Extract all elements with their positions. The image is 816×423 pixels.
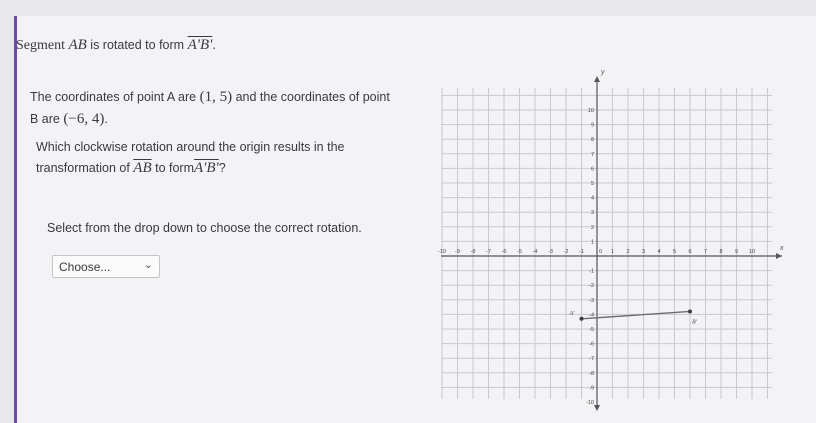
x-tick-label: 3 — [641, 249, 646, 255]
instruction-text: Select from the drop down to choose the correct rotation. — [47, 221, 362, 235]
y-axis-arrow-down-icon — [594, 405, 600, 411]
chevron-down-icon: ⌄ — [143, 259, 153, 271]
y-tick-label: -3 — [589, 297, 594, 304]
y-tick-label: -5 — [589, 327, 594, 333]
title-mid: is rotated to form — [90, 38, 185, 52]
x-tick-label: 7 — [703, 249, 708, 255]
x-tick-label: -1 — [579, 249, 584, 255]
x-tick-label: 1 — [610, 249, 615, 255]
y-tick-label: 4 — [590, 195, 594, 202]
point-b-prime-label: B' — [692, 319, 697, 326]
title-prefix: Segment — [16, 38, 65, 53]
y-tick-label: 3 — [590, 210, 594, 217]
y-tick-label: -4 — [589, 312, 594, 319]
prompt-line-1: Which clockwise rotation around the origin results in the — [36, 140, 345, 154]
y-tick-label: -6 — [589, 341, 594, 348]
x-tick-label: -2 — [563, 249, 569, 255]
x-tick-label: -6 — [501, 249, 507, 255]
y-tick-label: 2 — [590, 224, 594, 231]
coords-a-value: (1, 5) — [199, 89, 233, 105]
y-tick-label: -1 — [589, 268, 594, 275]
y-axis-arrow-icon — [594, 76, 600, 82]
x-axis-label: x — [780, 245, 784, 252]
y-tick-label: -7 — [589, 356, 594, 363]
point-b-prime — [688, 309, 692, 313]
dropdown-selected-label: Choose... — [59, 260, 111, 274]
y-tick-label: 5 — [590, 181, 594, 187]
x-tick-label: -8 — [470, 249, 476, 255]
y-tick-label: 8 — [590, 137, 594, 144]
x-tick-label: 5 — [672, 249, 677, 255]
prompt-mid: to form — [155, 161, 194, 175]
x-tick-label: 4 — [657, 249, 661, 255]
origin-label: 0 — [599, 249, 603, 255]
y-tick-label: 9 — [590, 122, 594, 129]
x-tick-label: 8 — [719, 249, 723, 255]
y-tick-label: -10 — [586, 400, 594, 406]
coords-a-text: The coordinates of point A are — [30, 90, 197, 104]
x-tick-label: -9 — [455, 249, 460, 255]
x-tick-label: 10 — [748, 249, 756, 255]
prompt-segment-ab: $\overline{AB}$ — [133, 160, 152, 176]
point-a-prime — [580, 317, 584, 321]
prompt-start: transformation of — [36, 161, 130, 175]
x-tick-label: -3 — [548, 249, 553, 255]
x-tick-label: -10 — [438, 249, 446, 255]
prompt-segment-a-prime-b-prime: A'B' — [194, 160, 219, 176]
coords-b-mid: and the coordinates of point — [235, 90, 390, 104]
y-tick-label: 1 — [590, 239, 594, 246]
coords-b-value: (−6, 4) — [63, 111, 105, 127]
x-tick-label: -5 — [517, 249, 522, 255]
y-axis-label: y — [601, 69, 605, 76]
y-tick-label: 7 — [590, 151, 594, 158]
title-end: . — [212, 38, 216, 52]
point-a-prime-label: A' — [569, 310, 575, 317]
coords-b-end: . — [104, 112, 108, 126]
y-tick-label: -8 — [589, 370, 594, 377]
y-tick-label: 6 — [590, 166, 594, 173]
coords-b-text: B are — [30, 112, 60, 126]
x-tick-label: 6 — [688, 249, 692, 255]
y-tick-label: 10 — [587, 108, 594, 114]
y-tick-label: -2 — [589, 283, 594, 290]
y-tick-label: -9 — [589, 385, 594, 392]
x-tick-label: -7 — [486, 249, 491, 255]
x-tick-label: -4 — [532, 249, 538, 255]
segment-ab: AB — [68, 37, 87, 53]
x-axis-arrow-icon — [776, 253, 782, 259]
segment-a-prime-b-prime — [582, 311, 691, 318]
x-tick-label: 9 — [734, 249, 739, 255]
x-tick-label: 2 — [626, 249, 630, 255]
prompt-end: ? — [218, 161, 226, 175]
segment-a-prime-b-prime: A'B' — [187, 37, 213, 53]
